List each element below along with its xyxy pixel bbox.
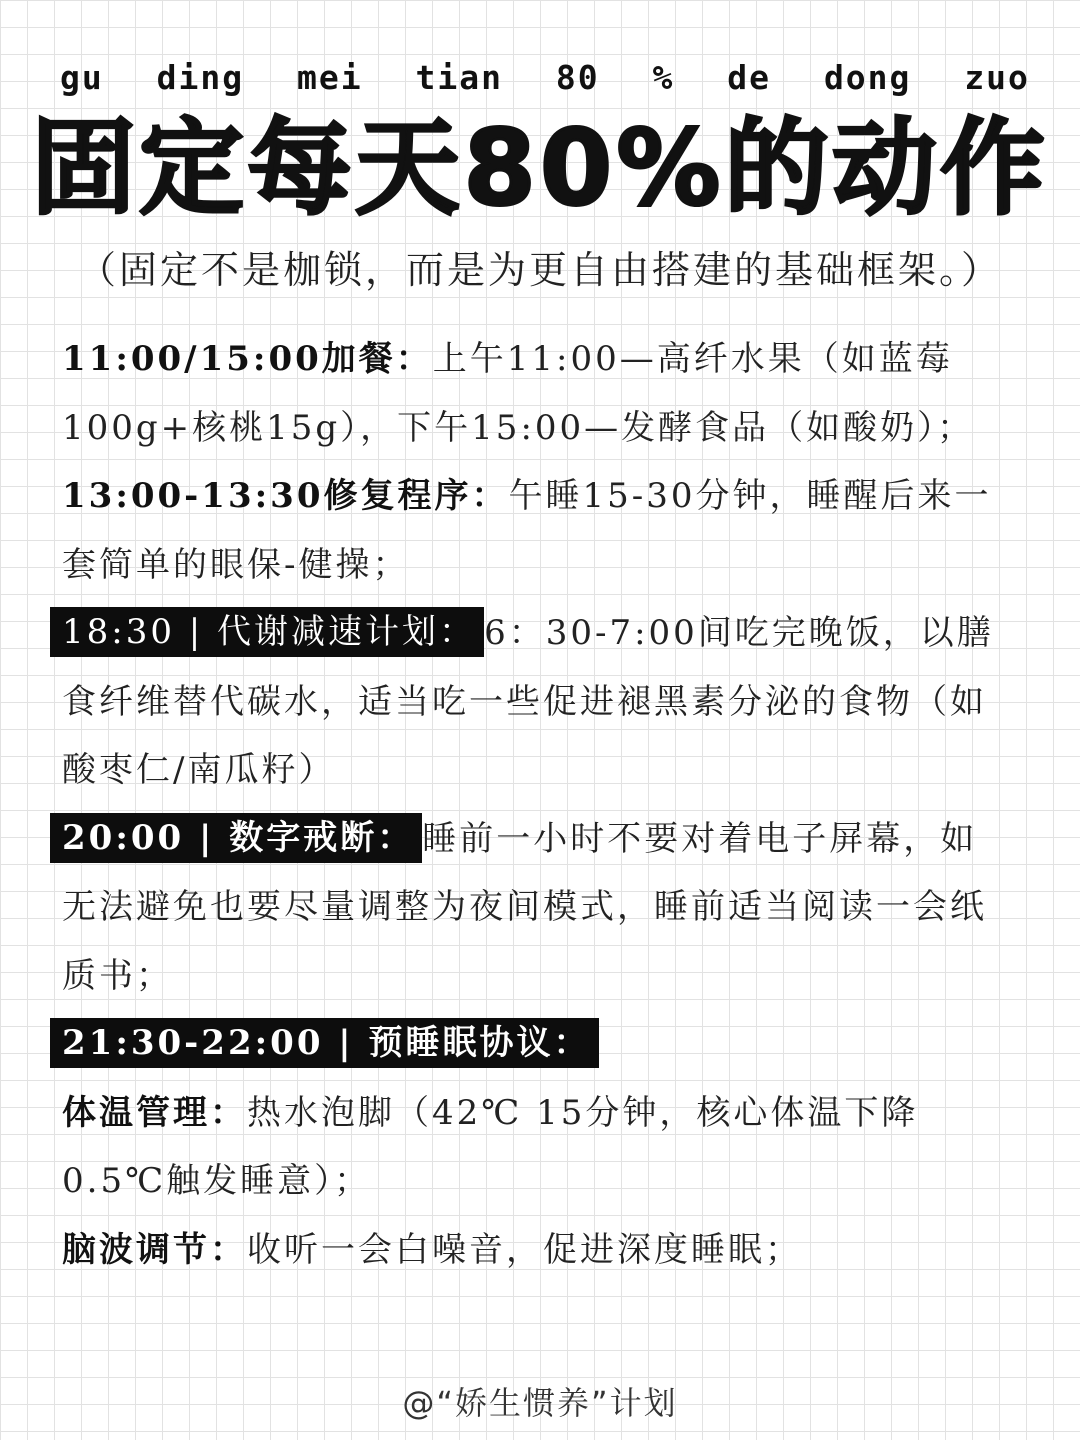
- footer-credit: @“娇生惯养”计划: [402, 1384, 678, 1422]
- snack-section: [62, 325, 1002, 462]
- repair-label: 13:00-13:30修复程序：: [62, 476, 509, 516]
- brainwave-text: 收听一会白噪音，促进深度睡眠；: [247, 1229, 802, 1270]
- brainwave-item: [62, 1216, 1002, 1285]
- pinyin-syllable: zuo: [964, 57, 1030, 97]
- pinyin-syllable: gu: [60, 57, 104, 97]
- brainwave-label: 脑波调节：: [62, 1229, 247, 1270]
- presleep-section: [62, 1010, 1002, 1079]
- pinyin-syllable: tian: [415, 57, 503, 97]
- repair-section: [62, 462, 1002, 599]
- pinyin-syllable: dong: [823, 57, 912, 97]
- snack-label: 11:00/15:00加餐：: [62, 339, 433, 379]
- metabolism-text: 6：30-7:00间吃完晚饭，以膳食纤维替代碳水，适当吃一些促进褪黑素分泌的食物（如酸枣仁/南瓜籽）: [62, 613, 994, 790]
- temperature-item: [62, 1079, 1002, 1216]
- pinyin-syllable: mei: [297, 57, 363, 97]
- page-subtitle: （固定不是枷锁，而是为更自由搭建的基础框架。）: [77, 248, 1002, 292]
- digital-tag: 20:00 | 数字戒断：: [50, 813, 422, 863]
- pinyin-syllable: 80: [555, 57, 600, 97]
- repair-text: 午睡15-30分钟，睡醒后来一套简单的眼保-健操；: [62, 476, 992, 585]
- schedule-content: [62, 325, 1002, 1284]
- metabolism-section: [62, 599, 1002, 805]
- presleep-tag: 21:30-22:00 | 预睡眠协议：: [50, 1018, 599, 1068]
- pinyin-line: [60, 52, 1030, 102]
- digital-section: [62, 805, 1002, 1011]
- temperature-text: 热水泡脚（42℃ 15分钟，核心体温下降0.5℃触发睡意）；: [62, 1092, 919, 1201]
- metabolism-tag: 18:30 | 代谢减速计划：: [50, 607, 484, 657]
- page-title: 固定每天80%的动作: [31, 107, 1049, 229]
- digital-text: 睡前一小时不要对着电子屏幕，如无法避免也要尽量调整为夜间模式，睡前适当阅读一会纸质书；: [62, 818, 987, 996]
- temperature-label: 体温管理：: [62, 1092, 247, 1133]
- snack-text: 上午11:00—高纤水果（如蓝莓100g+核桃15g），下午15:00—发酵食品（如酸奶）；: [62, 339, 975, 448]
- pinyin-syllable: %: [652, 57, 675, 97]
- pinyin-syllable: ding: [156, 57, 245, 97]
- pinyin-syllable: de: [727, 57, 772, 97]
